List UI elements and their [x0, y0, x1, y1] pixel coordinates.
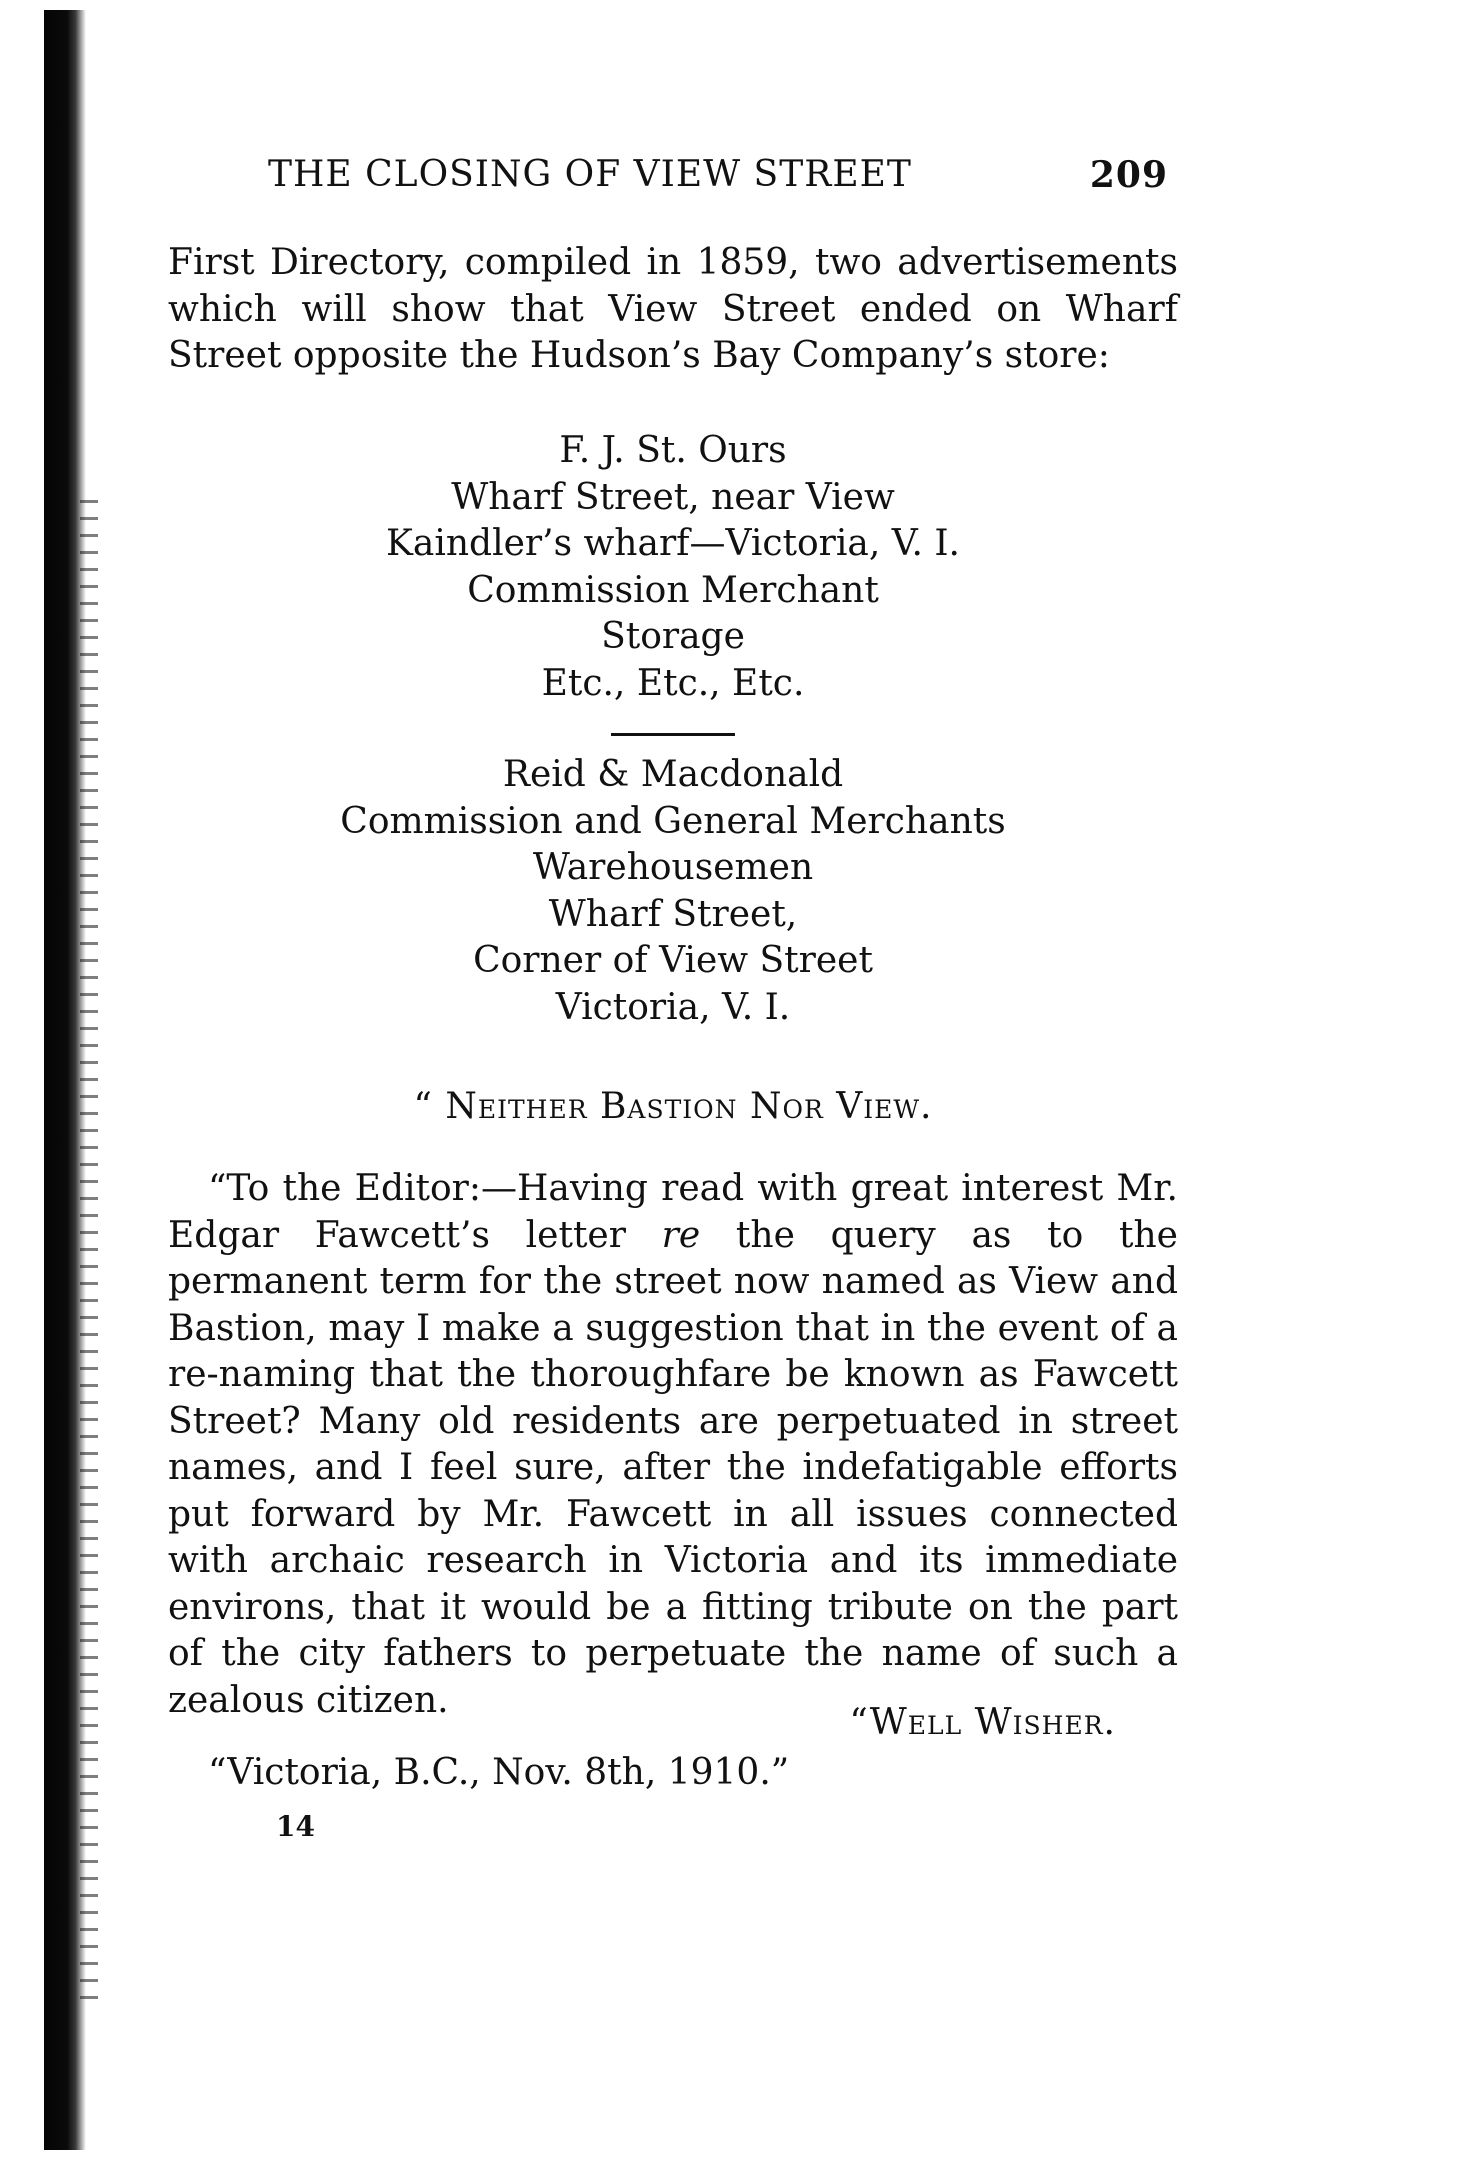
letter-dateline: “Victoria, B.C., Nov. 8th, 1910.” [208, 1752, 790, 1793]
letter-text-start: “To the Editor:—Having read with great interest Mr. Edgar Fawcett’s letter [168, 1168, 1178, 1256]
section-divider [611, 733, 735, 736]
letter-body [168, 1166, 1178, 1724]
letter-signature: “Well Wisher. [849, 1702, 1116, 1743]
ad-line: Commission Merchant [467, 569, 879, 611]
running-head-title: THE CLOSING OF VIEW STREET [268, 154, 912, 195]
running-head [268, 154, 1168, 198]
ad-line: Commission and General Merchants [340, 800, 1006, 842]
intro-paragraph: First Directory, compiled in 1859, two advertisements which will show that View Street ended on Wharf Street opposite the Hudson’s Bay Company’s store: [168, 242, 1178, 376]
letter-text-end: the query as to the permanent term for the street now named as View and Bastion, may I make a suggestion that in the event of a re-naming that the thoroughfare be known as Fawcett Street? Many old residents are perpetuated in street names, and I feel sure, after the indefatigable efforts put forward by Mr. Fawcett in all issues connected with archaic research in Victoria and its immediate environs, that it would be a fitting tribute on the part of the city fathers to perpetuate the name of such a zealous citizen. [168, 1214, 1178, 1721]
page-number: 209 [1089, 154, 1168, 196]
ad-line: Corner of View Street [473, 940, 873, 981]
ad-line: Wharf Street, [548, 893, 798, 935]
ad-line: Storage [601, 616, 745, 657]
advertisement-st-ours [168, 428, 1178, 707]
ad-line: Kaindler’s wharf—Victoria, V. I. [386, 523, 960, 564]
printer-signature-mark: 14 [276, 1810, 315, 1843]
ad-line: Wharf Street, near View [451, 476, 895, 518]
ad-line: F. J. St. Ours [559, 430, 787, 471]
advertisement-reid-macdonald [168, 752, 1178, 1031]
ad-line: Victoria, V. I. [555, 986, 791, 1028]
ad-line: Warehousemen [532, 847, 814, 888]
letter-heading: “ Neither Bastion Nor View. [413, 1086, 933, 1127]
letter-italic-re: re [661, 1214, 701, 1256]
ad-line: Etc., Etc., Etc. [541, 662, 805, 704]
ad-line: Reid & Macdonald [502, 754, 844, 795]
